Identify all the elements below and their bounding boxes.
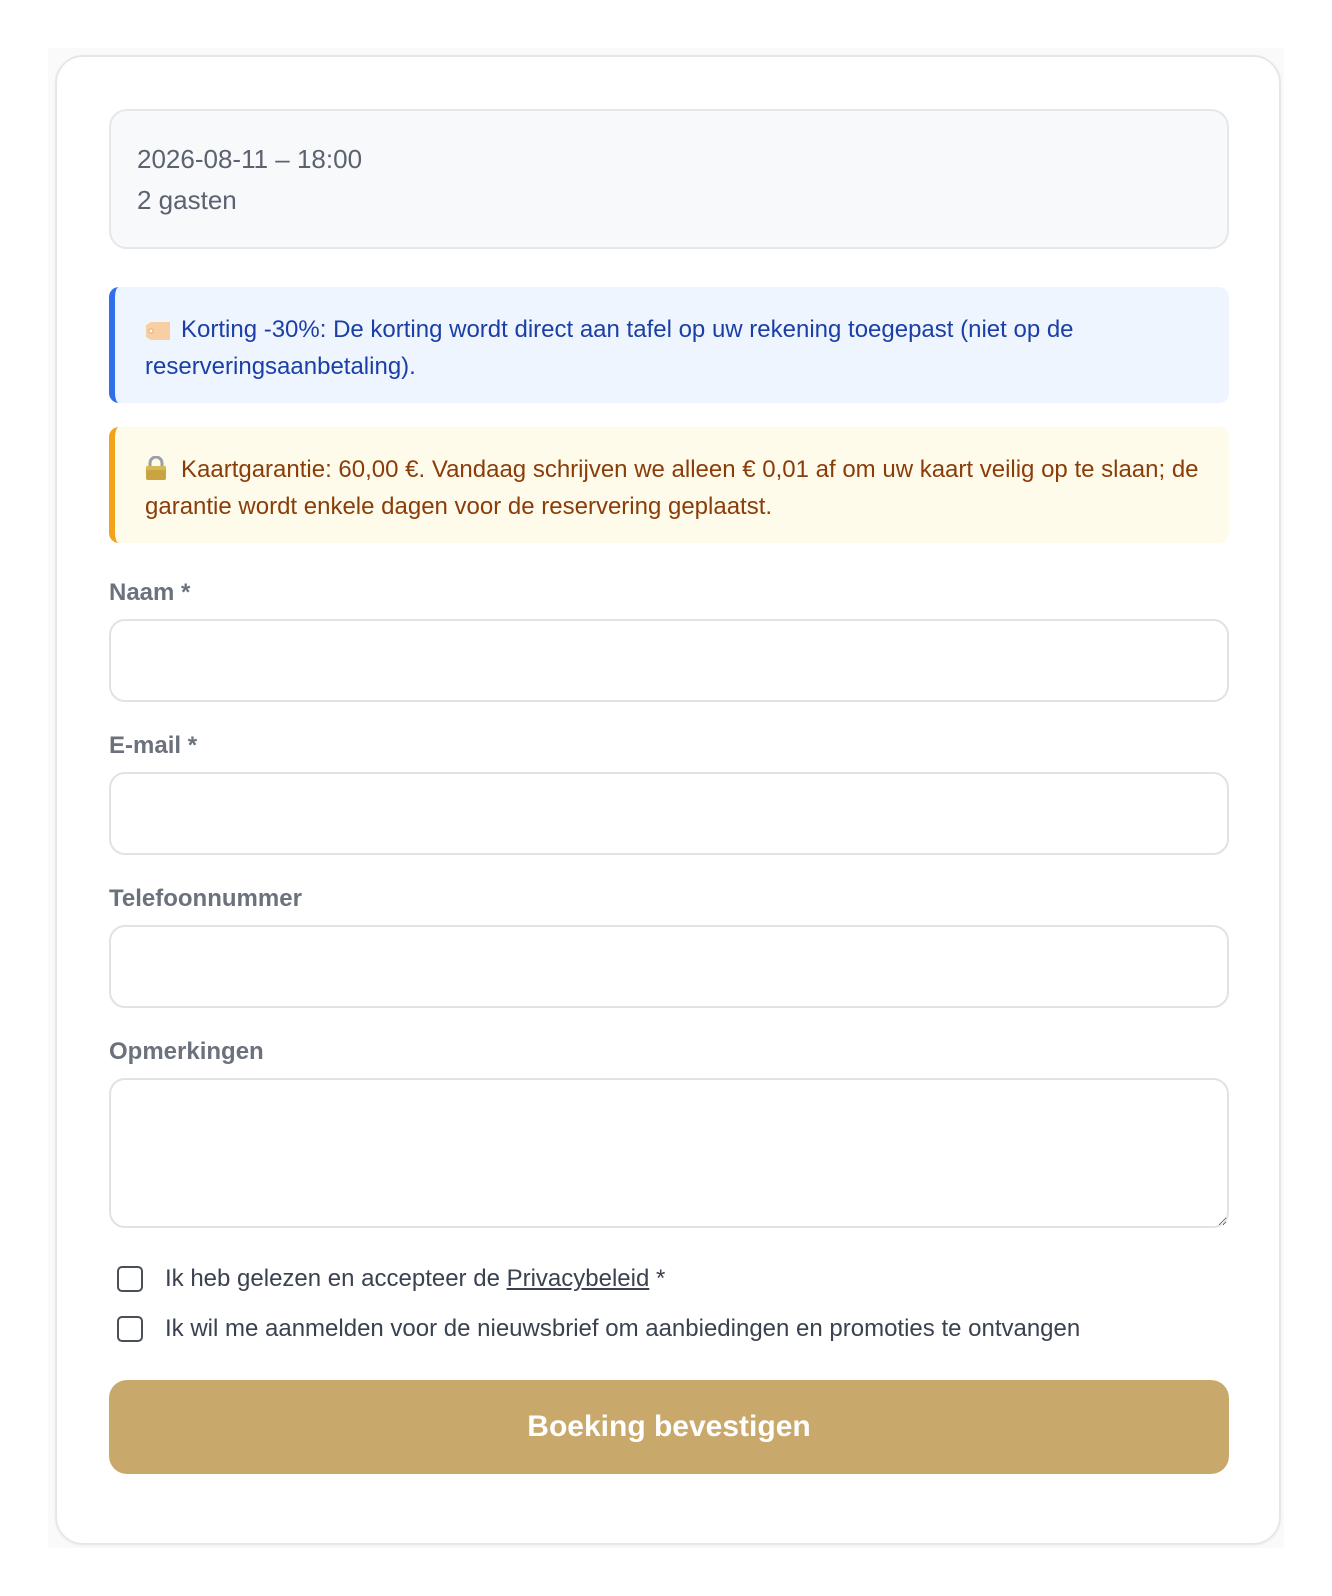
name-input[interactable] (109, 619, 1229, 702)
newsletter-consent-row (109, 1304, 1229, 1354)
tag-icon (145, 316, 173, 350)
confirm-booking-button[interactable]: Boeking bevestigen (109, 1380, 1229, 1474)
reservation-summary (109, 109, 1229, 249)
email-input[interactable] (109, 772, 1229, 855)
phone-input[interactable] (109, 925, 1229, 1008)
privacy-consent-row (109, 1254, 1229, 1304)
newsletter-checkbox[interactable] (117, 1316, 143, 1342)
name-label: Naam * (109, 579, 191, 606)
booking-card (55, 55, 1281, 1545)
reservation-datetime: 2026-08-11 – 18:00 (137, 144, 363, 174)
phone-label: Telefoonnummer (109, 885, 302, 912)
reservation-guests: 2 gasten (137, 185, 237, 215)
notes-label: Opmerkingen (109, 1038, 264, 1065)
required-marker: * (649, 1265, 666, 1292)
newsletter-consent-label: Ik wil me aanmelden voor de nieuwsbrief om aanbiedingen en promoties te ontvangen (165, 1315, 1081, 1342)
notes-textarea[interactable] (109, 1078, 1229, 1228)
card-guarantee-notice (109, 427, 1229, 543)
privacy-checkbox[interactable] (117, 1266, 143, 1292)
discount-text: Korting -30%: De korting wordt direct aan tafel op uw rekening toegepast (niet op de reserveringsaanbetaling). (145, 316, 1074, 380)
email-label: E-mail * (109, 732, 198, 759)
lock-icon (145, 456, 173, 490)
booking-form (109, 109, 1229, 1474)
discount-notice (109, 287, 1229, 403)
guarantee-text: Kaartgarantie: 60,00 €. Vandaag schrijven we alleen € 0,01 af om uw kaart veilig op te slaan; de garantie wordt enkele dagen voor de reservering geplaatst. (145, 456, 1199, 520)
privacy-policy-link[interactable]: Privacybeleid (506, 1265, 650, 1292)
privacy-consent-label (165, 1265, 665, 1293)
privacy-consent-text: Ik heb gelezen en accepteer de (165, 1265, 507, 1292)
